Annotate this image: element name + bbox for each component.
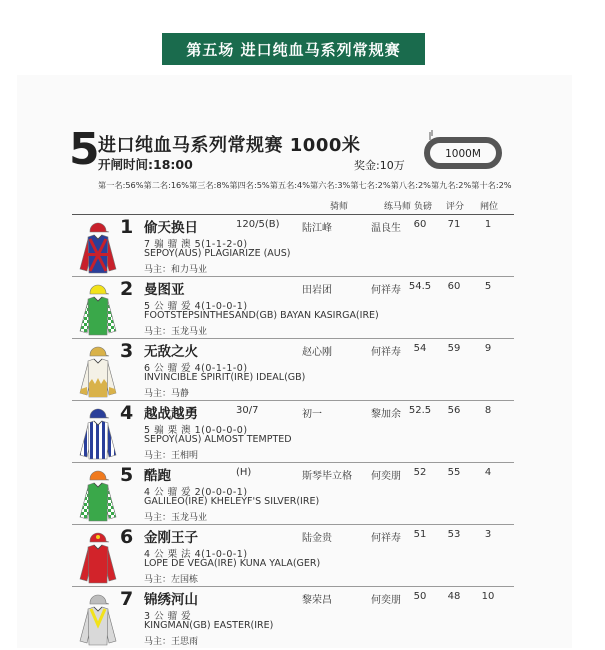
jockey-cell: 陆江峰 [302, 223, 332, 234]
draw-cell: 8 [484, 405, 492, 416]
horse-row[interactable] [72, 526, 514, 588]
horse-row[interactable] [72, 402, 514, 464]
trainer-cell: 何祥寿 [371, 285, 401, 296]
trainer-cell: 温良生 [371, 223, 401, 234]
horse-owner: 马主：马静 [144, 389, 190, 399]
horse-age-sex-record: 4 公 骝 爱 2(0-0-0-1) [144, 487, 248, 498]
horse-number: 3 [120, 340, 134, 362]
rating-cell: 71 [447, 219, 461, 230]
horse-pedigree: GALILEO(IRE) KHELEYF'S SILVER(IRE) [144, 496, 320, 507]
horse-owner: 马主：左国栋 [144, 575, 199, 585]
horse-name: 无敌之火 [144, 344, 198, 360]
place-pct: 第四名:5% [229, 180, 270, 190]
place-pct: 第一名:56% [98, 180, 144, 190]
horse-pedigree: LOPE DE VEGA(IRE) KUNA YALA(GER) [144, 558, 321, 569]
trainer-cell: 何奕朋 [371, 471, 401, 482]
horse-name: 偷天换日 [144, 220, 198, 236]
horse-age-sex-record: 3 公 骝 爱 [144, 611, 192, 622]
horse-odds: (H) [236, 467, 252, 478]
finish-probability-row [98, 180, 512, 191]
horse-row[interactable] [72, 464, 514, 526]
weight-cell: 52 [413, 467, 427, 478]
rating-cell: 55 [447, 467, 461, 478]
jockey-silks-icon [78, 281, 118, 337]
place-pct: 第七名:2% [350, 180, 391, 190]
jockey-cell: 黎荣昌 [302, 595, 332, 606]
jockey-silks-icon [78, 219, 118, 275]
horse-row[interactable] [72, 278, 514, 340]
horse-age-sex-record: 6 公 骝 爱 4(0-1-1-0) [144, 363, 248, 374]
horse-age-sex-record: 5 骟 栗 澳 1(0-0-0-0) [144, 425, 248, 436]
horse-odds: 30/7 [236, 405, 259, 416]
place-pct: 第十名:2% [471, 180, 512, 190]
trainer-cell: 黎加余 [371, 409, 401, 420]
race-title: 进口纯血马系列常规赛 1000米 [98, 135, 361, 156]
jockey-silks-icon [78, 467, 118, 523]
horse-name: 曼图亚 [144, 282, 185, 298]
col-weight: 负磅 [414, 202, 433, 212]
rating-cell: 59 [447, 343, 461, 354]
place-pct: 第二名:16% [143, 180, 190, 190]
track-distance-label: 1000M [445, 148, 481, 160]
draw-cell: 1 [484, 219, 492, 230]
horse-pedigree: KINGMAN(GB) EASTER(IRE) [144, 620, 274, 631]
horse-number: 1 [120, 216, 134, 238]
horse-pedigree: FOOTSTEPSINTHESAND(GB) BAYAN KASIRGA(IRE) [144, 310, 379, 321]
horse-owner: 马主：王相明 [144, 451, 199, 461]
horse-owner: 马主：王思雨 [144, 637, 199, 647]
jockey-silks-icon [78, 343, 118, 399]
horse-number: 4 [120, 402, 134, 424]
horse-age-sex-record: 5 公 骝 爱 4(1-0-0-1) [144, 301, 248, 312]
row-divider [72, 214, 514, 215]
row-divider [72, 462, 514, 463]
horse-number: 2 [120, 278, 134, 300]
jockey-cell: 田岩团 [302, 285, 332, 296]
place-pct: 第九名:2% [430, 180, 472, 190]
jockey-silks-icon [78, 529, 118, 585]
horse-row[interactable] [72, 340, 514, 402]
col-draw: 闸位 [480, 202, 499, 212]
draw-cell: 3 [484, 529, 492, 540]
draw-cell: 10 [481, 591, 495, 602]
horse-name: 金刚王子 [144, 530, 198, 546]
horse-name: 锦绣河山 [144, 592, 198, 608]
horse-odds: 120/5(B) [236, 219, 280, 230]
horse-number: 5 [120, 464, 134, 486]
horse-pedigree: SEPOY(AUS) ALMOST TEMPTED [144, 434, 292, 445]
jockey-cell: 赵心刚 [302, 347, 332, 358]
prize-money: 奖金:10万 [354, 159, 405, 172]
horse-age-sex-record: 7 骟 骝 澳 5(1-1-2-0) [144, 239, 248, 250]
weight-cell: 60 [413, 219, 427, 230]
horse-owner: 马主：玉龙马业 [144, 513, 208, 523]
row-divider [72, 338, 514, 339]
place-pct: 第五名:4% [269, 180, 310, 190]
rating-cell: 53 [447, 529, 461, 540]
place-pct: 第六名:3% [310, 180, 351, 190]
weight-cell: 54.5 [408, 281, 432, 292]
horse-owner: 马主：和力马业 [144, 265, 208, 275]
horse-pedigree: SEPOY(AUS) PLAGIARIZE (AUS) [144, 248, 291, 259]
weight-cell: 51 [413, 529, 427, 540]
col-trainer: 练马师 [384, 202, 412, 212]
trainer-cell: 何奕朋 [371, 595, 401, 606]
race-banner: 第五场 进口纯血马系列常规赛 [162, 33, 425, 65]
horse-row[interactable] [72, 216, 514, 278]
race-number: 5 [69, 124, 100, 175]
weight-cell: 52.5 [408, 405, 432, 416]
draw-cell: 5 [484, 281, 492, 292]
row-divider [72, 400, 514, 401]
jockey-silks-icon [78, 405, 118, 461]
weight-cell: 54 [413, 343, 427, 354]
row-divider [72, 586, 514, 587]
col-rating: 评分 [446, 202, 465, 212]
jockey-cell: 斯琴毕立格 [302, 471, 352, 482]
horse-owner: 马主：玉龙马业 [144, 327, 208, 337]
place-pct: 第三名:8% [189, 180, 230, 190]
horse-number: 6 [120, 526, 134, 548]
col-jockey: 骑师 [330, 202, 349, 212]
row-divider [72, 524, 514, 525]
rating-cell: 56 [447, 405, 461, 416]
draw-cell: 4 [484, 467, 492, 478]
track-diagram-icon [418, 128, 513, 180]
horse-age-sex-record: 4 公 栗 法 4(1-0-0-1) [144, 549, 248, 560]
draw-cell: 9 [484, 343, 492, 354]
horse-row[interactable] [72, 588, 514, 650]
horse-name: 越战越勇 [144, 406, 198, 422]
rating-cell: 48 [447, 591, 461, 602]
gate-time: 开闸时间:18:00 [98, 157, 193, 172]
jockey-cell: 初一 [302, 409, 322, 420]
horse-name: 酷跑 [144, 468, 171, 484]
horse-pedigree: INVINCIBLE SPIRIT(IRE) IDEAL(GB) [144, 372, 306, 383]
jockey-silks-icon [78, 591, 118, 647]
jockey-cell: 陆金贵 [302, 533, 332, 544]
horse-number: 7 [120, 588, 134, 610]
weight-cell: 50 [413, 591, 427, 602]
trainer-cell: 何祥寿 [371, 533, 401, 544]
place-pct: 第八名:2% [390, 180, 431, 190]
trainer-cell: 何祥寿 [371, 347, 401, 358]
rating-cell: 60 [447, 281, 461, 292]
row-divider [72, 276, 514, 277]
